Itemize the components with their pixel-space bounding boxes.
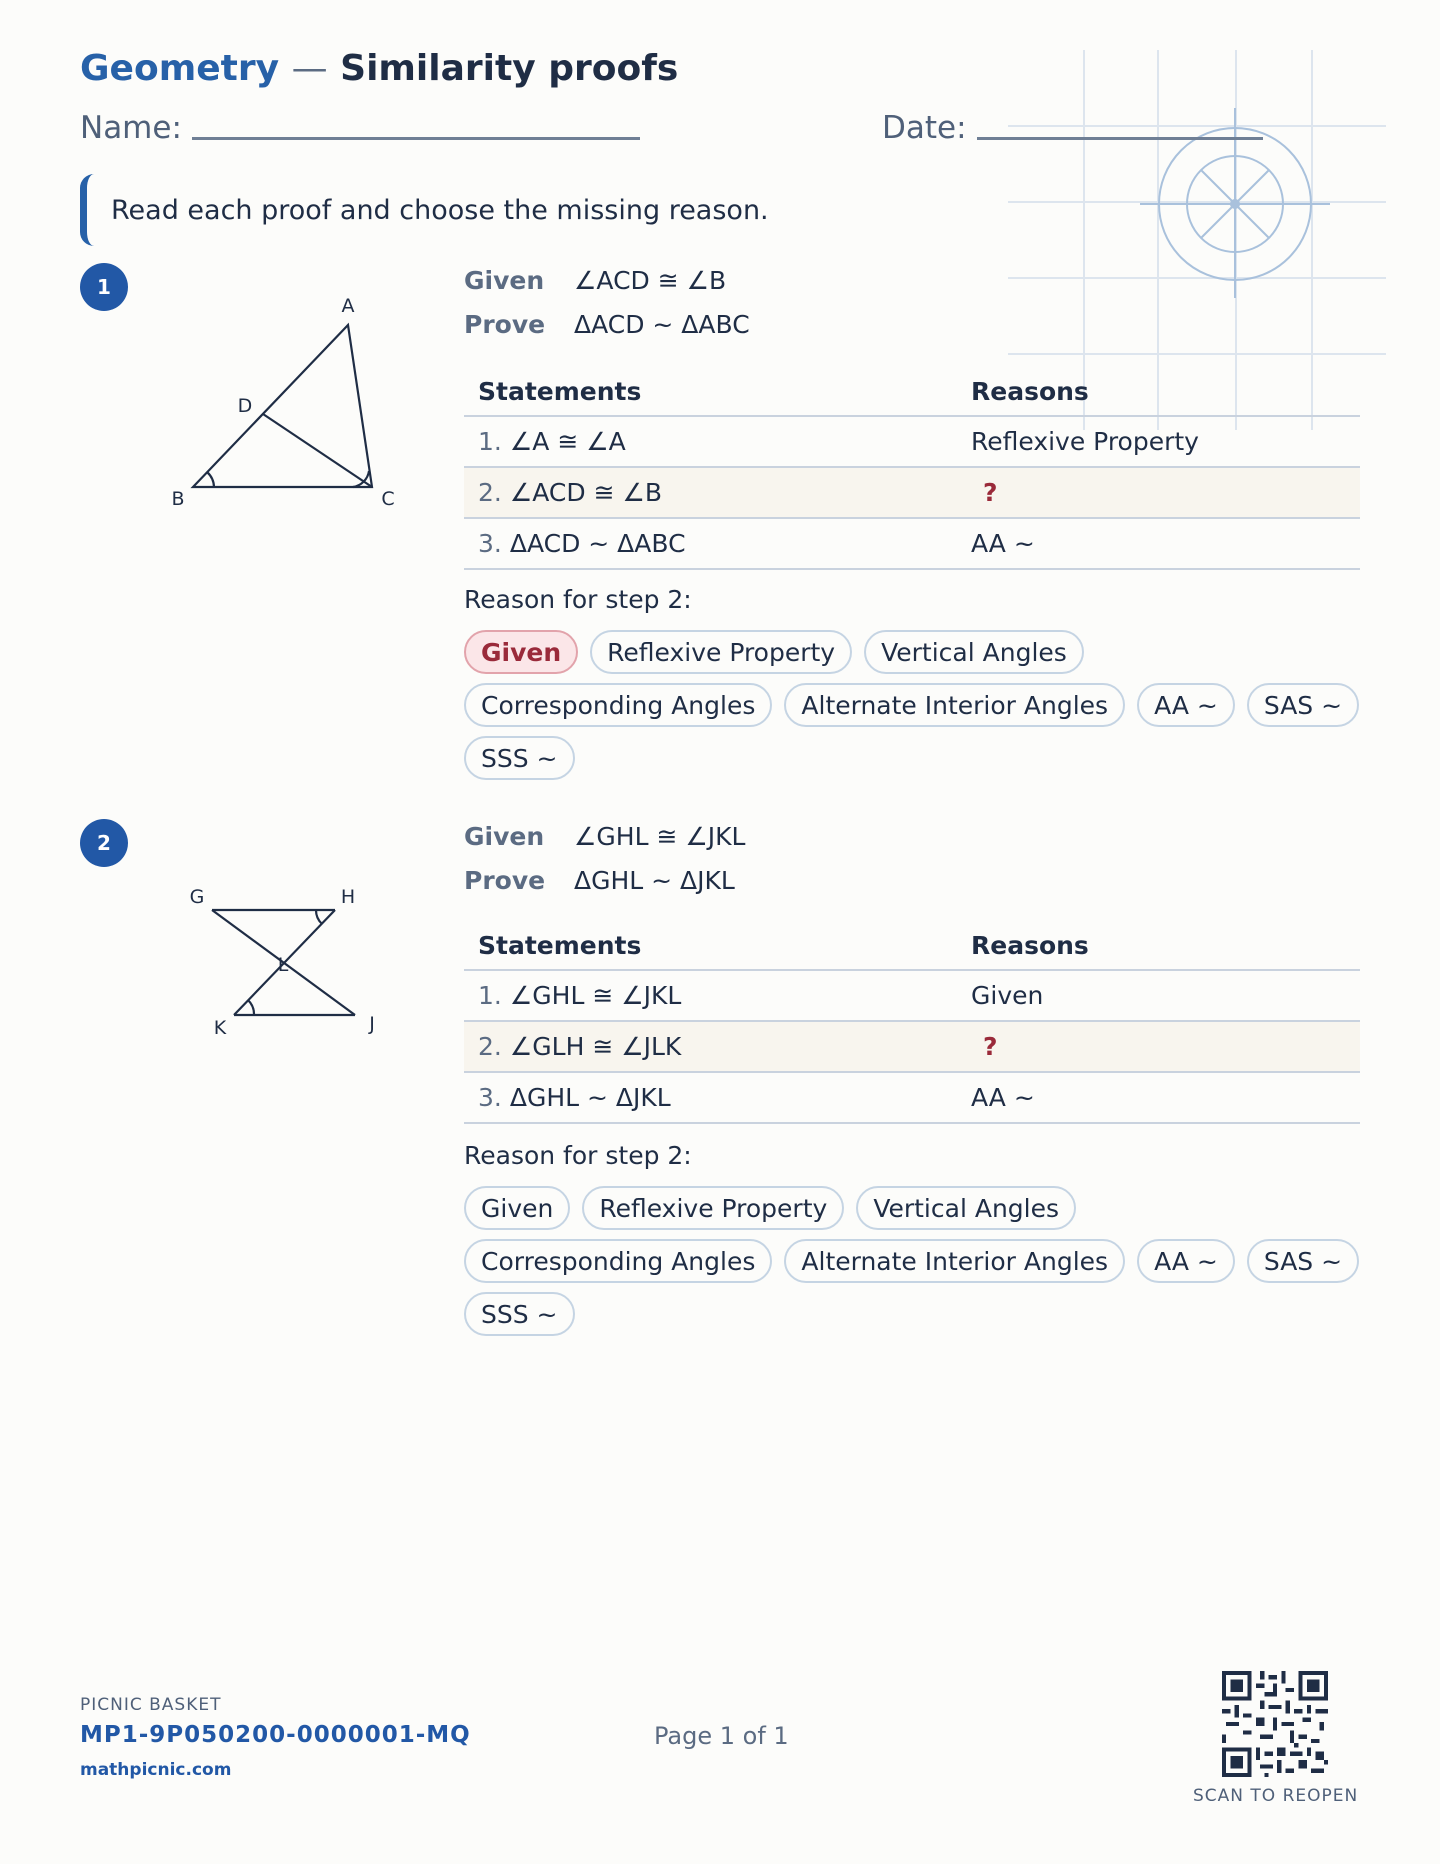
- problem-1-number-badge: 1: [80, 263, 128, 311]
- title-separator: —: [291, 48, 328, 89]
- table-row-missing: [464, 467, 1360, 518]
- table-row: [464, 970, 1360, 1021]
- reason-cell: AA ~: [957, 518, 1360, 569]
- problem-1-triangle-figure: [160, 290, 410, 520]
- given-label: Given: [464, 266, 545, 295]
- missing-reason-marker: ?: [983, 478, 998, 507]
- subject-label: Geometry: [80, 48, 280, 89]
- segment-cd: [263, 414, 372, 487]
- vertex-label-b: B: [171, 488, 185, 510]
- problem-1-choices: [464, 630, 1364, 780]
- choice-chip-given[interactable]: Given: [464, 630, 578, 674]
- choice-chip-sss-similarity[interactable]: SSS ~: [464, 736, 575, 780]
- statement-cell: ΔGHL ~ ΔJKL: [509, 1083, 671, 1112]
- given-statement: ∠GHL ≅ ∠JKL: [574, 822, 746, 851]
- problem-1-reason-prompt: Reason for step 2:: [464, 585, 692, 614]
- scan-label: SCAN TO REOPEN: [1193, 1786, 1359, 1806]
- problem-2-proof-table: [464, 921, 1360, 1124]
- table-header-row: [464, 367, 1360, 416]
- choice-chip-aa-similarity[interactable]: AA ~: [1137, 1239, 1235, 1283]
- step-number: 3.: [478, 1083, 502, 1112]
- date-line[interactable]: [977, 137, 1263, 140]
- choice-chip-alternate-interior-angles[interactable]: Alternate Interior Angles: [784, 1239, 1125, 1283]
- vertex-label-d: D: [237, 395, 253, 417]
- vertex-label-k: K: [213, 1017, 227, 1039]
- missing-reason-marker: ?: [983, 1032, 998, 1061]
- problem-2-choices: [464, 1186, 1364, 1336]
- step-number: 1.: [478, 981, 502, 1010]
- step-number: 1.: [478, 427, 502, 456]
- triangle-abc: [193, 325, 372, 487]
- vertex-label-c: C: [381, 488, 395, 510]
- statement-cell: ∠GLH ≅ ∠JLK: [509, 1032, 682, 1061]
- table-header-row: [464, 921, 1360, 970]
- statement-cell: ∠A ≅ ∠A: [509, 427, 626, 456]
- angle-b-arc: [207, 472, 214, 487]
- name-line[interactable]: [192, 137, 640, 140]
- choice-chip-sss-similarity[interactable]: SSS ~: [464, 1292, 575, 1336]
- choice-chip-corresponding-angles[interactable]: Corresponding Angles: [464, 683, 772, 727]
- angle-h-arc: [316, 910, 322, 924]
- given-label: Given: [464, 822, 545, 851]
- vertex-label-h: H: [340, 886, 356, 908]
- table-row: [464, 416, 1360, 467]
- given-statement: ∠ACD ≅ ∠B: [574, 266, 727, 295]
- statement-cell: ∠GHL ≅ ∠JKL: [509, 981, 682, 1010]
- prove-statement: ΔACD ~ ΔABC: [574, 310, 750, 339]
- date-label: Date:: [882, 110, 967, 146]
- page-number: Page 1 of 1: [654, 1722, 789, 1750]
- worksheet-code: MP1-9P050200-0000001-MQ: [80, 1722, 471, 1748]
- problem-2-bowtie-figure: [180, 870, 400, 1040]
- topic-label: Similarity proofs: [340, 48, 679, 89]
- problem-2-reason-prompt: Reason for step 2:: [464, 1141, 692, 1170]
- reasons-header: Reasons: [957, 367, 1360, 416]
- choice-chip-vertical-angles[interactable]: Vertical Angles: [864, 630, 1084, 674]
- angle-k-arc: [248, 1000, 254, 1015]
- name-field[interactable]: [80, 110, 640, 146]
- choice-chip-sas-similarity[interactable]: SAS ~: [1247, 1239, 1359, 1283]
- problem-1-prove: [464, 310, 750, 339]
- choice-chip-reflexive-property[interactable]: Reflexive Property: [590, 630, 852, 674]
- page-title: [80, 48, 678, 89]
- problem-2-given: [464, 822, 745, 851]
- choice-chip-vertical-angles[interactable]: Vertical Angles: [856, 1186, 1076, 1230]
- step-number: 2.: [478, 478, 502, 507]
- statements-header: Statements: [464, 367, 957, 416]
- problem-2-prove: [464, 866, 735, 895]
- vertex-label-g: G: [189, 886, 205, 908]
- instruction-callout: [80, 174, 811, 246]
- reasons-header: Reasons: [957, 921, 1360, 970]
- footer-brand: PICNIC BASKET: [80, 1695, 222, 1715]
- problem-2-number-badge: 2: [80, 819, 128, 867]
- choice-chip-sas-similarity[interactable]: SAS ~: [1247, 683, 1359, 727]
- table-row-missing: [464, 1021, 1360, 1072]
- footer-site-link[interactable]: mathpicnic.com: [80, 1760, 232, 1780]
- prove-label: Prove: [464, 310, 546, 339]
- name-label: Name:: [80, 110, 182, 146]
- prove-statement: ΔGHL ~ ΔJKL: [574, 866, 735, 895]
- statement-cell: ∠ACD ≅ ∠B: [509, 478, 663, 507]
- choice-chip-aa-similarity[interactable]: AA ~: [1137, 683, 1235, 727]
- date-field[interactable]: [882, 110, 1263, 146]
- vertex-label-j: J: [369, 1013, 375, 1035]
- reason-cell: Given: [957, 970, 1360, 1021]
- statements-header: Statements: [464, 921, 957, 970]
- step-number: 2.: [478, 1032, 502, 1061]
- choice-chip-corresponding-angles[interactable]: Corresponding Angles: [464, 1239, 772, 1283]
- choice-chip-reflexive-property[interactable]: Reflexive Property: [582, 1186, 844, 1230]
- reason-cell: Reflexive Property: [957, 416, 1360, 467]
- choice-chip-given[interactable]: Given: [464, 1186, 570, 1230]
- step-number: 3.: [478, 529, 502, 558]
- statement-cell: ΔACD ~ ΔABC: [509, 529, 686, 558]
- problem-1-given: [464, 266, 726, 295]
- reason-cell: AA ~: [957, 1072, 1360, 1123]
- qr-code-icon[interactable]: [1222, 1671, 1328, 1777]
- prove-label: Prove: [464, 866, 546, 895]
- table-row: [464, 518, 1360, 569]
- table-row: [464, 1072, 1360, 1123]
- problem-1-proof-table: [464, 367, 1360, 570]
- choice-chip-alternate-interior-angles[interactable]: Alternate Interior Angles: [784, 683, 1125, 727]
- vertex-label-l: L: [277, 954, 289, 976]
- vertex-label-a: A: [341, 295, 355, 317]
- instruction-text: Read each proof and choose the missing reason.: [111, 194, 769, 226]
